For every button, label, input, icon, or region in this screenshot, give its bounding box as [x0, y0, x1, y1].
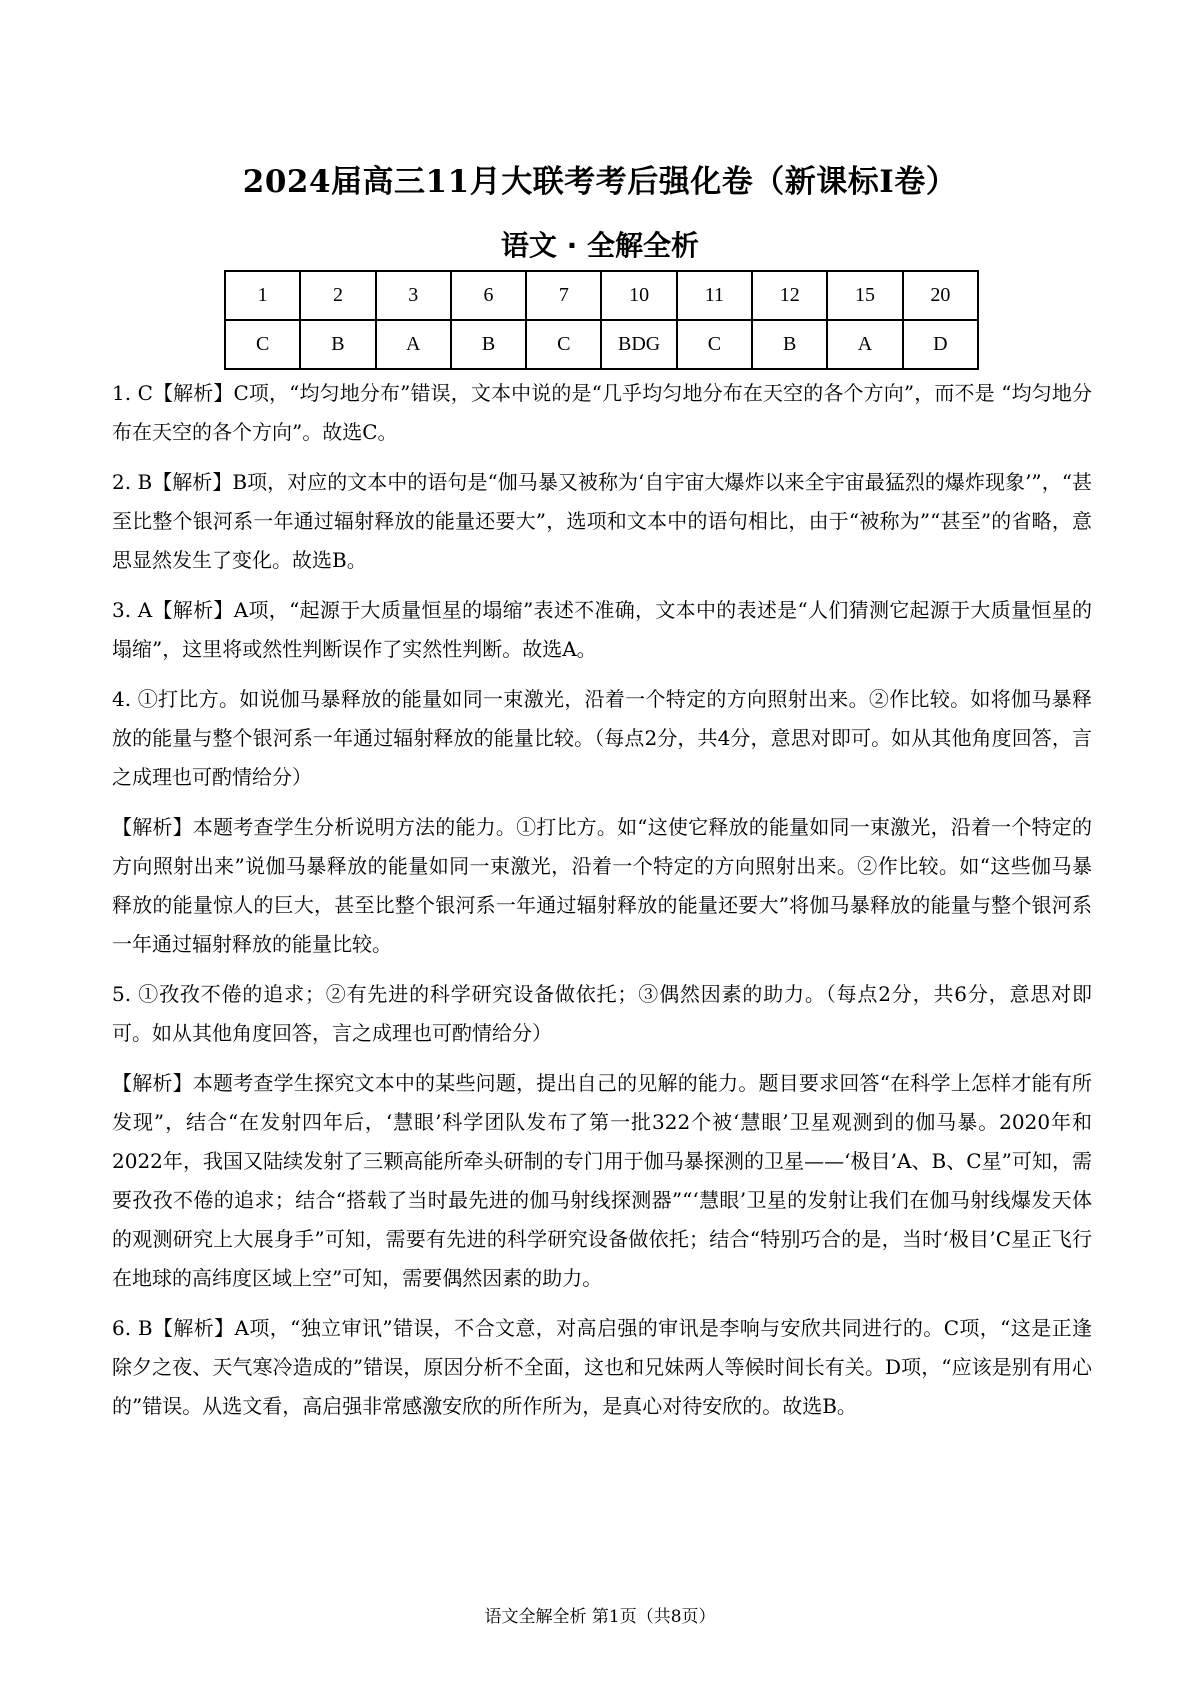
answer-paragraph: 1. C【解析】C项，“均匀地分布”错误，文本中说的是“几乎均匀地分布在天空的各个方向”，而不是 “均匀地分布在天空的各个方向”。故选C。 — [112, 381, 1092, 444]
answer-cell: BDG — [601, 320, 676, 369]
question-number-row — [225, 271, 978, 320]
answer-cell: B — [300, 320, 375, 369]
answer-cell: C — [225, 320, 300, 369]
question-number-cell: 2 — [300, 271, 375, 320]
answer-paragraph: 6. B【解析】A项，“独立审讯”错误，不合文意，对高启强的审讯是李响与安欣共同进行的。C项，“这是正逢除夕之夜、天气寒冷造成的”错误，原因分析不全面，这也和兄妹两人等候时间长有关。D项，“应该是别有用心的”错误。从选文看，高启强非常感激安欣的所作所为，是真心对待安欣的。故选B。 — [112, 1316, 1092, 1418]
question-number-cell: 7 — [526, 271, 601, 320]
question-number-cell: 15 — [827, 271, 902, 320]
question-number-cell: 12 — [752, 271, 827, 320]
answer-paragraph: 4. ①打比方。如说伽马暴释放的能量如同一束激光，沿着一个特定的方向照射出来。②作比较。如将伽马暴释放的能量与整个银河系一年通过辐射释放的能量比较。（每点2分，共4分，意思对即可。如从其他角度回答，言之成理也可酌情给分） — [112, 687, 1092, 789]
question-number-cell: 6 — [451, 271, 526, 320]
answer-cell: A — [827, 320, 902, 369]
analysis-paragraph: 【解析】本题考查学生分析说明方法的能力。①打比方。如“这使它释放的能量如同一束激光，沿着一个特定的方向照射出来”说伽马暴释放的能量如同一束激光，沿着一个特定的方向照射出来。②作比较。如“这些伽马暴释放的能量惊人的巨大，甚至比整个银河系一年通过辐射释放的能量还要大”将伽马暴释放的能量与整个银河系一年通过辐射释放的能量比较。 — [112, 815, 1092, 956]
analysis-content — [112, 374, 1092, 1437]
question-number-cell: 3 — [376, 271, 451, 320]
answer-paragraph: 2. B【解析】B项，对应的文本中的语句是“伽马暴又被称为‘自宇宙大爆炸以来全宇宙最猛烈的爆炸现象’”，“甚至比整个银河系一年通过辐射释放的能量还要大”，选项和文本中的语句相比，由于“被称为”“甚至”的省略，意思显然发生了变化。故选B。 — [112, 470, 1092, 572]
question-number-cell: 10 — [601, 271, 676, 320]
page-title: 2024届高三11月大联考考后强化卷（新课标I卷） — [242, 164, 958, 200]
answer-row — [225, 320, 978, 369]
answer-cell: C — [526, 320, 601, 369]
answer-cell: D — [903, 320, 978, 369]
answer-paragraph: 5. ①孜孜不倦的追求；②有先进的科学研究设备做依托；③偶然因素的助力。（每点2分，共6分，意思对即可。如从其他角度回答，言之成理也可酌情给分） — [112, 982, 1092, 1045]
answer-cell: A — [376, 320, 451, 369]
answer-cell: C — [677, 320, 752, 369]
answer-cell: B — [752, 320, 827, 369]
question-number-cell: 11 — [677, 271, 752, 320]
answer-paragraph: 3. A【解析】A项，“起源于大质量恒星的塌缩”表述不准确，文本中的表述是“人们猜测它起源于大质量恒星的塌缩”，这里将或然性判断误作了实然性判断。故选A。 — [112, 598, 1092, 661]
question-number-cell: 1 — [225, 271, 300, 320]
answer-table — [224, 270, 979, 370]
page-footer: 语文全解全析 第1页（共8页） — [484, 1607, 716, 1627]
answer-cell: B — [451, 320, 526, 369]
analysis-paragraph: 【解析】本题考查学生探究文本中的某些问题，提出自己的见解的能力。题目要求回答“在科学上怎样才能有所发现”，结合“在发射四年后，‘慧眼’科学团队发布了第一批322个被‘慧眼’卫星观测到的伽马暴。2020年和2022年，我国又陆续发射了三颗高能所牵头研制的专门用于伽马暴探测的卫星——‘极目’A、B、C星”可知，需要孜孜不倦的追求；结合“搭载了当时最先进的伽马射线探测器”“‘慧眼’卫星的发射让我们在伽马射线爆发天体的观测研究上大展身手”可知，需要有先进的科学研究设备做依托；结合“特别巧合的是，当时‘极目’C星正飞行在地球的高纬度区域上空”可知，需要偶然因素的助力。 — [112, 1071, 1092, 1290]
page-subtitle: 语文 · 全解全析 — [500, 229, 700, 262]
question-number-cell: 20 — [903, 271, 978, 320]
